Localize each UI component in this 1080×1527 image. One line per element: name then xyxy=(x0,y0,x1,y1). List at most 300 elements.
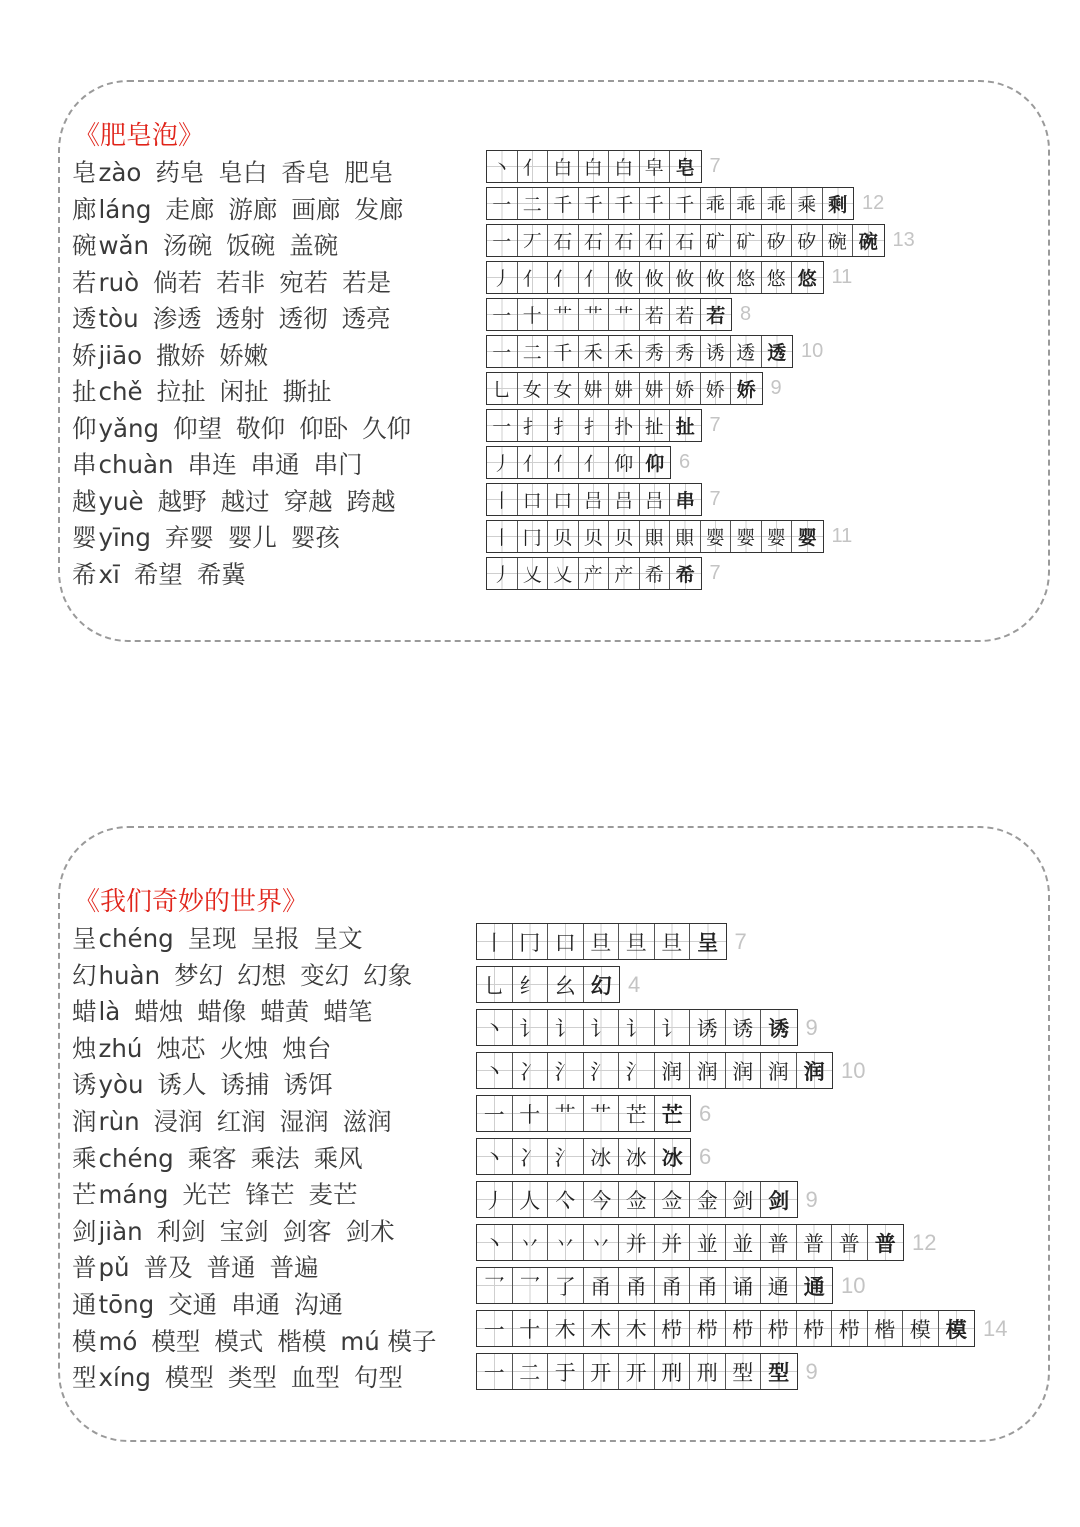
word-char: 通 xyxy=(72,1289,97,1319)
stroke-cell: 冂 xyxy=(518,521,549,552)
word-phrase: 宛若 xyxy=(279,267,329,297)
stroke-count: 10 xyxy=(841,1272,866,1298)
word-row xyxy=(72,958,451,995)
stroke-count: 11 xyxy=(831,525,853,547)
stroke-count: 9 xyxy=(770,377,782,399)
stroke-cell: 丶 xyxy=(477,1225,513,1260)
stroke-cell: 扯 xyxy=(670,410,701,441)
word-row xyxy=(72,1287,451,1324)
stroke-cell: 妌 xyxy=(609,373,640,404)
word-phrase: 药皂 xyxy=(155,158,205,187)
word-phrase: 皂白 xyxy=(218,158,268,187)
word-phrase: 诱捕 xyxy=(220,1070,270,1100)
stroke-cell: 冰 xyxy=(584,1139,620,1174)
stroke-cell: 旦 xyxy=(655,924,691,959)
stroke-cell: 乖 xyxy=(762,188,793,219)
word-pinyin: yuè xyxy=(98,486,144,516)
stroke-cell: 碗 xyxy=(853,225,884,256)
stroke-cell: 诱 xyxy=(726,1010,762,1045)
word-char: 皂 xyxy=(72,158,97,187)
word-phrase: 跨越 xyxy=(346,486,396,516)
stroke-grid xyxy=(476,1267,833,1304)
stroke-cell: 冫 xyxy=(513,1053,549,1088)
stroke-cell: 透 xyxy=(731,336,762,367)
stroke-cell: 亻 xyxy=(579,447,610,478)
word-phrase: 游廊 xyxy=(228,194,278,224)
word-phrase: 串连 xyxy=(187,450,237,479)
stroke-cell: 矽 xyxy=(792,225,823,256)
word-row xyxy=(72,520,425,557)
word-row xyxy=(72,155,425,192)
stroke-grid xyxy=(486,520,824,553)
word-pinyin: ruò xyxy=(98,267,140,297)
stroke-cell: 矽 xyxy=(762,225,793,256)
word-pinyin: huàn xyxy=(98,960,161,990)
word-phrase: 模型 xyxy=(164,1363,214,1393)
stroke-cell: 旦 xyxy=(619,924,655,959)
lesson-title: 《我们奇妙的世界》 xyxy=(74,887,309,917)
word-char: 希 xyxy=(72,559,97,589)
stroke-cell: 佥 xyxy=(655,1182,691,1217)
word-row xyxy=(72,447,425,484)
word-phrase: 撒娇 xyxy=(156,340,206,370)
stroke-cell: 皂 xyxy=(670,151,701,182)
word-pinyin: wǎn xyxy=(98,231,150,260)
word-char: 诱 xyxy=(72,1070,97,1100)
stroke-cell: 悠 xyxy=(792,262,823,293)
stroke-cell: 娇 xyxy=(701,373,732,404)
stroke-cell: 妌 xyxy=(579,373,610,404)
stroke-cell: 润 xyxy=(726,1053,762,1088)
stroke-cell: 讠 xyxy=(584,1010,620,1045)
word-phrase: 剑客 xyxy=(282,1216,332,1246)
stroke-cell: 丶 xyxy=(487,151,518,182)
word-row xyxy=(72,1324,451,1361)
stroke-cell: 二 xyxy=(518,336,549,367)
stroke-cell: 栉 xyxy=(832,1311,868,1346)
stroke-cell: 并 xyxy=(655,1225,691,1260)
stroke-cell: 诱 xyxy=(690,1010,726,1045)
word-row xyxy=(72,1031,451,1068)
word-char: 呈 xyxy=(72,924,97,953)
word-row xyxy=(72,374,425,411)
stroke-cell: 丿 xyxy=(487,262,518,293)
stroke-cell: 二 xyxy=(518,188,549,219)
stroke-order-row xyxy=(476,1049,1007,1092)
stroke-cell: 並 xyxy=(690,1225,726,1260)
word-phrase: 倘若 xyxy=(153,267,203,297)
stroke-grid xyxy=(476,1353,798,1390)
stroke-cell: 婴 xyxy=(792,521,823,552)
stroke-cell: 讠 xyxy=(655,1010,691,1045)
word-phrase: 蜡笔 xyxy=(323,997,373,1027)
stroke-count: 12 xyxy=(912,1229,937,1255)
word-char: 模 xyxy=(72,1326,97,1356)
word-phrase: 普遍 xyxy=(269,1253,319,1283)
word-phrase: 蜡烛 xyxy=(134,997,184,1027)
stroke-cell: 十 xyxy=(513,1311,549,1346)
stroke-cell: 扯 xyxy=(640,410,671,441)
stroke-order-row xyxy=(486,444,915,481)
stroke-cell: 乘 xyxy=(792,188,823,219)
stroke-count: 13 xyxy=(892,229,915,251)
stroke-cell: 讠 xyxy=(513,1010,549,1045)
word-phrase: 幻象 xyxy=(363,960,413,990)
stroke-cell: 氵 xyxy=(548,1053,584,1088)
stroke-cell: 石 xyxy=(548,225,579,256)
stroke-cell: 亻 xyxy=(518,447,549,478)
stroke-grid xyxy=(476,923,727,960)
word-phrase: 若非 xyxy=(216,267,266,297)
word-phrase: 盖碗 xyxy=(289,231,339,260)
word-row xyxy=(72,1360,451,1397)
stroke-cell: 旦 xyxy=(584,924,620,959)
stroke-order-row xyxy=(476,1350,1007,1393)
stroke-cell: 禾 xyxy=(609,336,640,367)
word-pinyin: yòu xyxy=(98,1070,144,1100)
stroke-cell: 栉 xyxy=(690,1311,726,1346)
stroke-grid xyxy=(486,446,671,479)
stroke-cell: 亽 xyxy=(548,1182,584,1217)
stroke-cell: 白 xyxy=(609,151,640,182)
stroke-cell: 于 xyxy=(548,1354,584,1389)
word-char: 若 xyxy=(72,267,97,297)
word-phrase: 久仰 xyxy=(362,413,412,443)
word-phrase: 锋芒 xyxy=(245,1180,295,1210)
stroke-order-row xyxy=(476,1006,1007,1049)
word-phrase: 乘法 xyxy=(250,1143,300,1173)
word-char: 廊 xyxy=(72,194,97,224)
stroke-cell: 亻 xyxy=(518,262,549,293)
word-phrase: 仰望 xyxy=(173,413,223,443)
stroke-cell: 诱 xyxy=(701,336,732,367)
word-phrase: 呈现 xyxy=(187,924,237,953)
word-phrase: 宝剑 xyxy=(219,1216,269,1246)
stroke-cell: 若 xyxy=(701,299,732,330)
word-phrase: 句型 xyxy=(353,1363,403,1393)
stroke-grid xyxy=(476,1138,691,1175)
stroke-cell: 氵 xyxy=(584,1053,620,1088)
stroke-cell: 刑 xyxy=(655,1354,691,1389)
stroke-count: 10 xyxy=(801,340,824,362)
stroke-cell: 石 xyxy=(579,225,610,256)
stroke-cell: 木 xyxy=(584,1311,620,1346)
word-phrase: 呈文 xyxy=(313,924,363,953)
word-char: 越 xyxy=(72,486,97,516)
word-row xyxy=(72,1250,451,1287)
word-row xyxy=(72,192,425,229)
stroke-grid xyxy=(486,224,885,257)
stroke-cell: 十 xyxy=(518,299,549,330)
stroke-cell: 一 xyxy=(487,299,518,330)
stroke-cell: 希 xyxy=(640,558,671,589)
word-phrase: 闲扯 xyxy=(219,377,269,406)
word-row xyxy=(72,557,425,594)
word-pinyin: pǔ xyxy=(98,1253,130,1283)
stroke-count: 7 xyxy=(734,928,747,954)
stroke-cell: 若 xyxy=(640,299,671,330)
word-phrase: 幻想 xyxy=(237,960,287,990)
stroke-count: 10 xyxy=(841,1057,866,1083)
stroke-count: 6 xyxy=(699,1100,712,1126)
word-phrase: 麦芒 xyxy=(308,1180,358,1210)
stroke-count: 12 xyxy=(862,192,885,214)
stroke-cell: 亻 xyxy=(548,447,579,478)
word-row xyxy=(72,411,425,448)
stroke-cell: 娇 xyxy=(670,373,701,404)
stroke-cell: 刑 xyxy=(690,1354,726,1389)
word-phrase: 饭碗 xyxy=(226,231,276,260)
stroke-cell: 一 xyxy=(487,225,518,256)
stroke-cell: 秀 xyxy=(640,336,671,367)
word-row xyxy=(72,484,425,521)
word-pinyin: chuàn xyxy=(98,450,174,479)
stroke-count: 7 xyxy=(709,488,721,510)
word-phrase: 火烛 xyxy=(219,1033,269,1063)
stroke-cell: 艹 xyxy=(609,299,640,330)
stroke-cell: 诱 xyxy=(761,1010,797,1045)
word-char: 幻 xyxy=(72,960,97,990)
word-char: 芒 xyxy=(72,1180,97,1210)
word-phrase: 交通 xyxy=(168,1289,218,1319)
stroke-cell: 普 xyxy=(797,1225,833,1260)
word-pinyin: yǎng xyxy=(98,413,160,443)
stroke-cell: 千 xyxy=(548,336,579,367)
stroke-cell: 丿 xyxy=(487,558,518,589)
word-pinyin: zhú xyxy=(98,1033,143,1063)
stroke-cell: 产 xyxy=(609,558,640,589)
stroke-cell: 栉 xyxy=(797,1311,833,1346)
stroke-order-row xyxy=(486,222,915,259)
stroke-cell: 一 xyxy=(477,1096,513,1131)
stroke-cell: 贝 xyxy=(609,521,640,552)
stroke-order-row xyxy=(476,963,1007,1006)
stroke-cell: 艹 xyxy=(579,299,610,330)
stroke-cell: 型 xyxy=(726,1354,762,1389)
stroke-cell: 开 xyxy=(584,1354,620,1389)
word-row xyxy=(72,265,425,302)
word-phrase: 穿越 xyxy=(283,486,333,516)
stroke-cell: 并 xyxy=(619,1225,655,1260)
stroke-cell: 石 xyxy=(670,225,701,256)
stroke-order-row xyxy=(486,296,915,333)
stroke-grid xyxy=(486,372,763,405)
stroke-cell: 栉 xyxy=(726,1311,762,1346)
stroke-cell: 乂 xyxy=(548,558,579,589)
stroke-order-row xyxy=(486,259,915,296)
stroke-cell: 一 xyxy=(487,188,518,219)
word-phrase: 诱饵 xyxy=(283,1070,333,1100)
stroke-count: 4 xyxy=(628,971,641,997)
stroke-cell: 了 xyxy=(548,1268,584,1303)
word-char: 扯 xyxy=(72,377,97,406)
stroke-cell: 悠 xyxy=(762,262,793,293)
word-pinyin: chě xyxy=(98,377,143,406)
word-pinyin: jiàn xyxy=(98,1216,143,1246)
word-phrase: 湿润 xyxy=(279,1106,329,1136)
stroke-count: 9 xyxy=(805,1014,818,1040)
word-char: 碗 xyxy=(72,231,97,260)
word-phrase: 模式 xyxy=(214,1326,264,1356)
stroke-cell: 吕 xyxy=(609,484,640,515)
word-phrase: 蜡像 xyxy=(197,997,247,1027)
word-phrase: 梦幻 xyxy=(174,960,224,990)
stroke-cell: 纟 xyxy=(513,967,549,1002)
word-phrase: 撕扯 xyxy=(282,377,332,406)
stroke-cell: 串 xyxy=(670,484,701,515)
stroke-cell: 型 xyxy=(761,1354,797,1389)
lesson-title: 《肥皂泡》 xyxy=(74,121,205,151)
stroke-cell: 艹 xyxy=(548,1096,584,1131)
word-char: 娇 xyxy=(72,340,97,370)
stroke-cell: 贝 xyxy=(548,521,579,552)
stroke-cell: 碗 xyxy=(823,225,854,256)
word-pinyin: mó xyxy=(98,1326,138,1356)
word-list xyxy=(72,921,451,1397)
word-pinyin: máng xyxy=(98,1180,169,1210)
stroke-cell: 透 xyxy=(762,336,793,367)
word-pinyin: chéng xyxy=(98,924,174,953)
stroke-cell: 秀 xyxy=(670,336,701,367)
stroke-cell: 一 xyxy=(487,410,518,441)
stroke-count: 9 xyxy=(805,1186,818,1212)
word-phrase: 越过 xyxy=(220,486,270,516)
word-phrase: 敬仰 xyxy=(236,413,286,443)
stroke-cell: 楷 xyxy=(868,1311,904,1346)
stroke-cell: 丷 xyxy=(513,1225,549,1260)
stroke-cell: 佥 xyxy=(619,1182,655,1217)
stroke-cell: 乚 xyxy=(487,373,518,404)
word-phrase: 透亮 xyxy=(341,304,391,333)
word-pinyin: xī xyxy=(98,559,120,589)
stroke-cell: 禾 xyxy=(579,336,610,367)
stroke-cell: 十 xyxy=(513,1096,549,1131)
stroke-order-row xyxy=(486,370,915,407)
word-phrase: 利剑 xyxy=(156,1216,206,1246)
stroke-grid xyxy=(486,298,732,331)
word-pinyin: rùn xyxy=(98,1106,140,1136)
stroke-cell: 婴 xyxy=(762,521,793,552)
stroke-cell: 润 xyxy=(761,1053,797,1088)
word-pinyin: tòu xyxy=(98,304,139,333)
word-phrase: 透射 xyxy=(215,304,265,333)
stroke-count: 6 xyxy=(679,451,691,473)
stroke-cell: 扌 xyxy=(579,410,610,441)
word-row xyxy=(72,301,425,338)
word-pinyin: xíng xyxy=(98,1363,151,1393)
word-phrase: 串通 xyxy=(231,1289,281,1319)
word-row xyxy=(72,338,425,375)
stroke-grid xyxy=(476,966,620,1003)
stroke-cell: 甬 xyxy=(619,1268,655,1303)
word-phrase: 楷模 xyxy=(277,1326,327,1356)
stroke-cell: 石 xyxy=(640,225,671,256)
word-phrase: 婴孩 xyxy=(290,523,340,552)
stroke-order-row xyxy=(486,555,915,592)
word-row xyxy=(72,1214,451,1251)
word-phrase: 沟通 xyxy=(294,1289,344,1319)
word-char: 仰 xyxy=(72,413,97,443)
stroke-cell: 丨 xyxy=(487,521,518,552)
stroke-cell: 普 xyxy=(832,1225,868,1260)
stroke-grid xyxy=(486,261,824,294)
stroke-cell: 呈 xyxy=(690,924,726,959)
stroke-cell: 剑 xyxy=(761,1182,797,1217)
word-char: 型 xyxy=(72,1363,97,1393)
stroke-count: 7 xyxy=(709,414,721,436)
stroke-cell: 今 xyxy=(584,1182,620,1217)
stroke-cell: 润 xyxy=(690,1053,726,1088)
stroke-cell: 艹 xyxy=(584,1096,620,1131)
stroke-cell: 栉 xyxy=(655,1311,691,1346)
word-char: 剑 xyxy=(72,1216,97,1246)
word-phrase: 香皂 xyxy=(281,158,331,187)
stroke-cell: 妌 xyxy=(640,373,671,404)
stroke-cell: 丿 xyxy=(487,447,518,478)
stroke-cell: 仰 xyxy=(609,447,640,478)
word-phrase: 蜡黄 xyxy=(260,997,310,1027)
stroke-cell: 千 xyxy=(579,188,610,219)
stroke-cell: 剑 xyxy=(726,1182,762,1217)
word-char: 串 xyxy=(72,450,97,479)
stroke-cell: 芒 xyxy=(619,1096,655,1131)
stroke-cell: 女 xyxy=(518,373,549,404)
stroke-cell: 甬 xyxy=(584,1268,620,1303)
stroke-cell: 冂 xyxy=(513,924,549,959)
word-row xyxy=(72,1177,451,1214)
word-phrase: 变幻 xyxy=(300,960,350,990)
stroke-cell: 亻 xyxy=(548,262,579,293)
stroke-cell: 冫 xyxy=(513,1139,549,1174)
word-char: 透 xyxy=(72,304,97,333)
stroke-cell: 口 xyxy=(548,484,579,515)
stroke-cell: 丶 xyxy=(477,1139,513,1174)
stroke-cell: 口 xyxy=(518,484,549,515)
stroke-cell: 甬 xyxy=(690,1268,726,1303)
stroke-cell: 丷 xyxy=(548,1225,584,1260)
stroke-cell: 丶 xyxy=(477,1010,513,1045)
stroke-cell: 攸 xyxy=(701,262,732,293)
word-phrase: 希望 xyxy=(133,559,183,589)
stroke-cell: 丨 xyxy=(487,484,518,515)
stroke-grid xyxy=(476,1310,975,1347)
stroke-cell: 丨 xyxy=(477,924,513,959)
stroke-cell: 扌 xyxy=(548,410,579,441)
stroke-grid xyxy=(486,409,702,442)
word-phrase: 红润 xyxy=(216,1106,266,1136)
stroke-order-row xyxy=(476,1221,1007,1264)
stroke-cell: 艹 xyxy=(548,299,579,330)
word-phrase: mú 模子 xyxy=(340,1326,437,1356)
stroke-order-row xyxy=(476,920,1007,963)
stroke-grid xyxy=(486,335,793,368)
stroke-cell: 希 xyxy=(670,558,701,589)
stroke-count: 8 xyxy=(740,303,752,325)
stroke-cell: 千 xyxy=(670,188,701,219)
stroke-cell: 婴 xyxy=(731,521,762,552)
stroke-cell: 賏 xyxy=(670,521,701,552)
word-char: 润 xyxy=(72,1106,97,1136)
stroke-cell: 剩 xyxy=(823,188,854,219)
word-pinyin: chéng xyxy=(98,1143,174,1173)
stroke-cell: 並 xyxy=(726,1225,762,1260)
stroke-cell: 攸 xyxy=(670,262,701,293)
stroke-cell: 冰 xyxy=(655,1139,691,1174)
stroke-cell: 矿 xyxy=(731,225,762,256)
stroke-cell: 白 xyxy=(548,151,579,182)
stroke-cell: 乖 xyxy=(731,188,762,219)
stroke-cell: 攸 xyxy=(609,262,640,293)
